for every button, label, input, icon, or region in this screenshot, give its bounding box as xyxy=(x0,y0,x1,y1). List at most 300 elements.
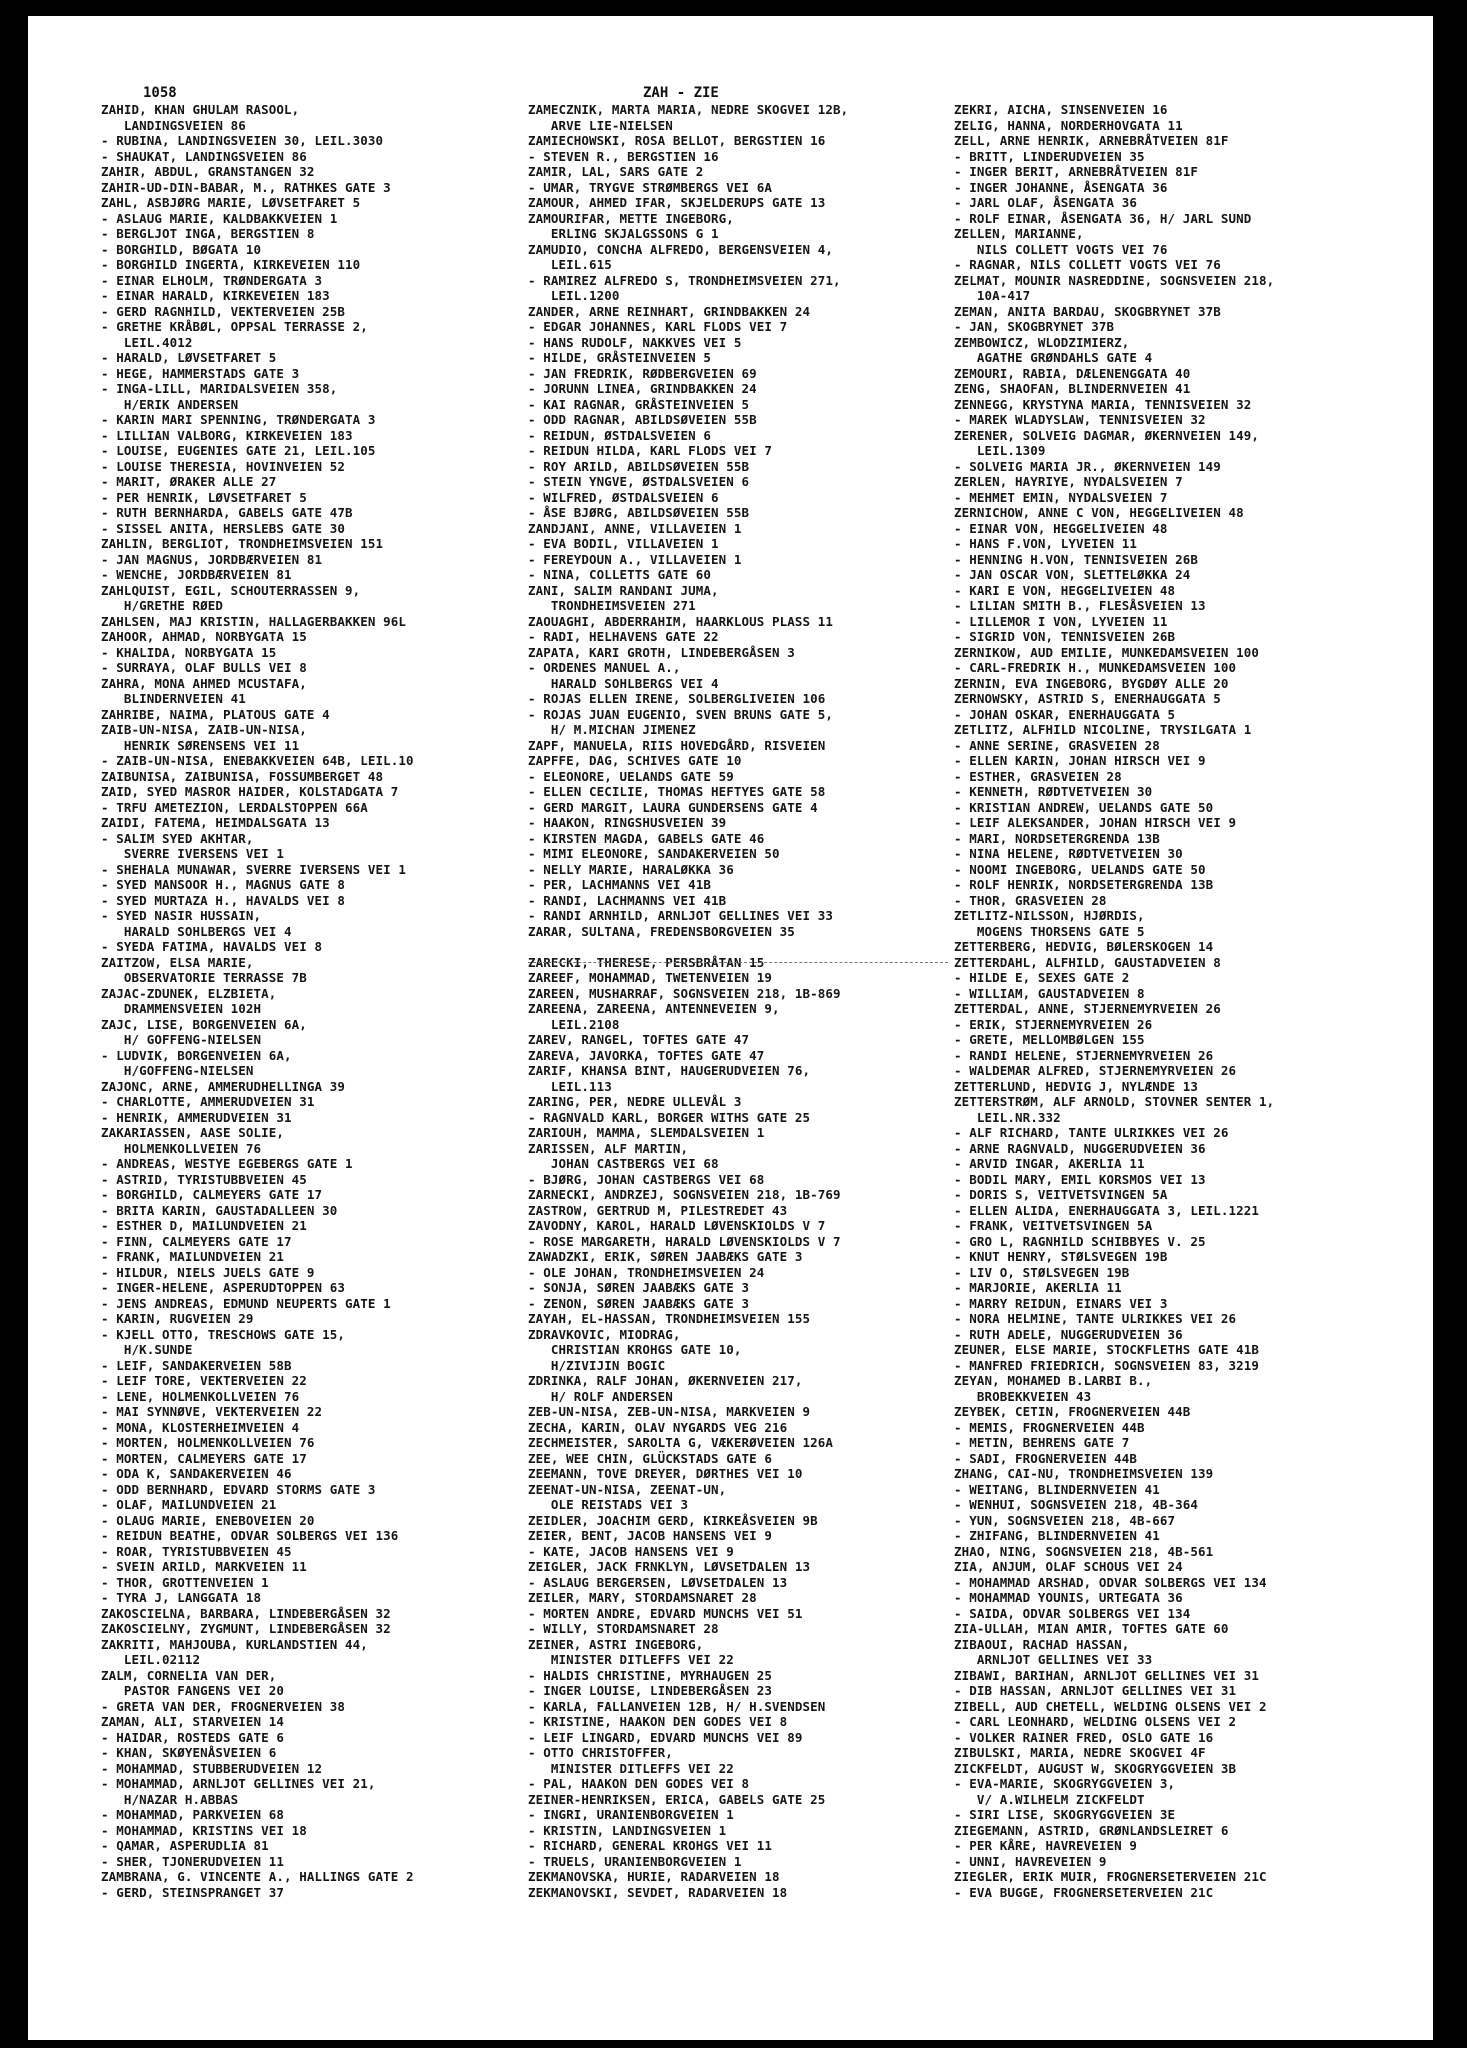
directory-entry-line: ZETTERDAHL, ALFHILD, GAUSTADVEIEN 8 xyxy=(954,954,1221,970)
directory-entry-line: - NELLY MARIE, HARALØKKA 36 xyxy=(528,861,734,877)
directory-entry-line: ZEINER-HENRIKSEN, ERICA, GABELS GATE 25 xyxy=(528,1791,826,1807)
directory-entry-line: - KARLA, FALLANVEIEN 12B, H/ H.SVENDSEN xyxy=(528,1698,826,1714)
directory-entry-line: - LUDVIK, BORGENVEIEN 6A, xyxy=(101,1047,292,1063)
directory-entry-line: ZAREV, RANGEL, TOFTES GATE 47 xyxy=(528,1032,750,1047)
directory-entry-line: ZAIDI, FATEMA, HEIMDALSGATA 13 xyxy=(101,815,330,830)
directory-entry-line: - MOHAMMAD, KRISTINS VEI 18 xyxy=(101,1822,307,1838)
directory-entry-line: - KRISTIN, LANDINGSVEIEN 1 xyxy=(528,1822,727,1838)
directory-entry-line: H/NAZAR H.ABBAS xyxy=(101,1791,239,1807)
directory-entry-line: MOGENS THORSENS GATE 5 xyxy=(954,923,1145,939)
directory-entry-line: ZEIGLER, JACK FRNKLYN, LØVSETDALEN 13 xyxy=(528,1559,811,1574)
directory-entry-line: ZERNOWSKY, ASTRID S, ENERHAUGGATA 5 xyxy=(954,691,1221,706)
directory-entry-line: - ODD RAGNAR, ABILDSØVEIEN 55B xyxy=(528,412,757,427)
directory-entry-line: - EINAR ELHOLM, TRØNDERGATA 3 xyxy=(101,272,323,288)
directory-entry-line: ZDRINKA, RALF JOHAN, ØKERNVEIEN 217, xyxy=(528,1373,803,1388)
directory-entry-line: - LOUISE THERESIA, HOVINVEIEN 52 xyxy=(101,458,346,474)
directory-entry-line: - GRETHE KRÅBØL, OPPSAL TERRASSE 2, xyxy=(101,319,368,334)
directory-entry-line: V/ A.WILHELM ZICKFELDT xyxy=(954,1791,1145,1807)
directory-entry-line: - BORGHILD, BØGATA 10 xyxy=(101,241,262,257)
directory-entry-line: - CARL-FREDRIK H., MUNKEDAMSVEIEN 100 xyxy=(954,660,1237,675)
directory-entry-line: - WENCHE, JORDBÆRVEIEN 81 xyxy=(101,567,292,582)
directory-entry-line: ZAHRA, MONA AHMED MCUSTAFA, xyxy=(101,675,307,691)
directory-entry-line: - SALIM SYED AKHTAR, xyxy=(101,830,254,846)
directory-entry-line: - REIDUN, ØSTDALSVEIEN 6 xyxy=(528,427,712,443)
directory-entry-line: - MORTEN, CALMEYERS GATE 17 xyxy=(101,1450,307,1466)
directory-entry-line: - GERD RAGNHILD, VEKTERVEIEN 25B xyxy=(101,303,346,319)
directory-entry-line: - FEREYDOUN A., VILLAVEIEN 1 xyxy=(528,551,742,567)
directory-entry-line: LEIL.1200 xyxy=(528,288,620,303)
directory-entry-line: ZAJONC, ARNE, AMMERUDHELLINGA 39 xyxy=(101,1078,346,1094)
directory-entry-line: - MARIT, ØRAKER ALLE 27 xyxy=(101,474,277,489)
directory-entry-line: ZELLEN, MARIANNE, xyxy=(954,226,1084,241)
directory-entry-line: - HEGE, HAMMERSTADS GATE 3 xyxy=(101,365,300,381)
directory-entry-line: ZEKMANOVSKA, HURIE, RADARVEIEN 18 xyxy=(528,1869,780,1884)
directory-entry-line: BROBEKKVEIEN 43 xyxy=(954,1388,1092,1404)
directory-column-1 xyxy=(101,102,521,1900)
directory-entry-line: ZELMAT, MOUNIR NASREDDINE, SOGNSVEIEN 218, xyxy=(954,272,1275,288)
directory-entry-line: - ESTHER, GRASVEIEN 28 xyxy=(954,768,1122,784)
directory-entry-line: ZARING, PER, NEDRE ULLEVÅL 3 xyxy=(528,1094,742,1109)
page-title: ZAH - ZIE xyxy=(643,85,719,101)
directory-entry-line: - ALF RICHARD, TANTE ULRIKKES VEI 26 xyxy=(954,1125,1229,1140)
directory-entry-line: ZEILER, MARY, STORDAMSNARET 28 xyxy=(528,1590,757,1605)
directory-entry-line: ZENNEGG, KRYSTYNA MARIA, TENNISVEIEN 32 xyxy=(954,396,1252,412)
directory-entry-line: ZAITZOW, ELSA MARIE, xyxy=(101,954,254,970)
directory-entry-line: ZELL, ARNE HENRIK, ARNEBRÅTVEIEN 81F xyxy=(954,133,1229,148)
directory-entry-line: - ELEONORE, UELANDS GATE 59 xyxy=(528,768,734,784)
directory-entry-line: - LILLIAN VALBORG, KIRKEVEIEN 183 xyxy=(101,427,353,443)
directory-entry-line: - ELLEN ALIDA, ENERHAUGGATA 3, LEIL.1221 xyxy=(954,1202,1260,1218)
directory-entry-line: - ZENON, SØREN JAABÆKS GATE 3 xyxy=(528,1295,750,1311)
directory-entry-line: - WEITANG, BLINDERNVEIEN 41 xyxy=(954,1481,1160,1497)
directory-entry-line: ZAHL, ASBJØRG MARIE, LØVSETFARET 5 xyxy=(101,195,361,210)
directory-entry-line: H/ ROLF ANDERSEN xyxy=(528,1388,673,1404)
directory-entry-line: - YUN, SOGNSVEIEN 218, 4B-667 xyxy=(954,1512,1176,1528)
directory-entry-line: ARVE LIE-NIELSEN xyxy=(528,117,673,133)
directory-entry-line: - FRANK, MAILUNDVEIEN 21 xyxy=(101,1249,285,1264)
directory-entry-line: - HAIDAR, ROSTEDS GATE 6 xyxy=(101,1729,285,1745)
directory-entry-line: - ROY ARILD, ABILDSØVEIEN 55B xyxy=(528,458,750,474)
directory-entry-line: - EINAR HARALD, KIRKEVEIEN 183 xyxy=(101,288,330,303)
directory-entry-line: - ROAR, TYRISTUBBVEIEN 45 xyxy=(101,1543,292,1559)
directory-entry-line: - RANDI, LACHMANNS VEI 41B xyxy=(528,892,727,908)
directory-entry-line: - BERGLJOT INGA, BERGSTIEN 8 xyxy=(101,226,315,241)
directory-entry-line: BLINDERNVEIEN 41 xyxy=(101,691,246,706)
directory-entry-line: ZAIBUNISA, ZAIBUNISA, FOSSUMBERGET 48 xyxy=(101,768,384,784)
directory-entry-line: - SIGRID VON, TENNISVEIEN 26B xyxy=(954,629,1176,644)
directory-entry-line: ZETTERBERG, HEDVIG, BØLERSKOGEN 14 xyxy=(954,939,1214,954)
directory-entry-line: - SADI, FROGNERVEIEN 44B xyxy=(954,1450,1138,1466)
directory-entry-line: - NOOMI INGEBORG, UELANDS GATE 50 xyxy=(954,861,1206,877)
directory-entry-line: ZAHLQUIST, EGIL, SCHOUTERRASSEN 9, xyxy=(101,582,361,598)
directory-entry-line: ZETTERDAL, ANNE, STJERNEMYRVEIEN 26 xyxy=(954,1001,1221,1016)
directory-entry-line: - WILFRED, ØSTDALSVEIEN 6 xyxy=(528,489,719,505)
directory-entry-line: - ARNE RAGNVALD, NUGGERUDVEIEN 36 xyxy=(954,1140,1206,1156)
directory-entry-line: - SHAUKAT, LANDINGSVEIEN 86 xyxy=(101,148,307,164)
directory-entry-line: SVERRE IVERSENS VEI 1 xyxy=(101,846,285,861)
directory-entry-line: ZEYBEK, CETIN, FROGNERVEIEN 44B xyxy=(954,1404,1191,1419)
directory-entry-line: ZEINER, ASTRI INGEBORG, xyxy=(528,1636,704,1652)
directory-entry-line: H/K.SUNDE xyxy=(101,1342,193,1357)
directory-entry-line: - SVEIN ARILD, MARKVEIEN 11 xyxy=(101,1559,307,1574)
directory-entry-line: ZAMBRANA, G. VINCENTE A., HALLINGS GATE 2 xyxy=(101,1869,414,1884)
directory-entry-line: AGATHE GRØNDAHLS GATE 4 xyxy=(954,350,1153,365)
directory-entry-line: - ANDREAS, WESTYE EGEBERGS GATE 1 xyxy=(101,1156,353,1171)
directory-entry-line: - SAIDA, ODVAR SOLBERGS VEI 134 xyxy=(954,1605,1191,1621)
directory-entry-line: - KARI E VON, HEGGELIVEIEN 48 xyxy=(954,582,1176,598)
directory-entry-line: ZEKRI, AICHA, SINSENVEIEN 16 xyxy=(954,102,1168,117)
directory-entry-line: - UNNI, HAVREVEIEN 9 xyxy=(954,1853,1107,1869)
directory-entry-line: ZAHRIBE, NAIMA, PLATOUS GATE 4 xyxy=(101,706,330,722)
directory-entry-line: - METIN, BEHRENS GATE 7 xyxy=(954,1435,1130,1450)
directory-entry-line: - ASTRID, TYRISTUBBVEIEN 45 xyxy=(101,1171,307,1187)
directory-entry-line: ZAWADZKI, ERIK, SØREN JAABÆKS GATE 3 xyxy=(528,1249,803,1264)
directory-entry-line: 10A-417 xyxy=(954,288,1031,303)
directory-entry-line: H/GOFFENG-NIELSEN xyxy=(101,1063,254,1078)
directory-entry-line: - MARRY REIDUN, EINARS VEI 3 xyxy=(954,1295,1168,1311)
directory-entry-line: PASTOR FANGENS VEI 20 xyxy=(101,1683,285,1698)
directory-entry-line: ZAMECZNIK, MARTA MARIA, NEDRE SKOGVEI 12B, xyxy=(528,102,849,117)
directory-entry-line: - OLAUG MARIE, ENEBOVEIEN 20 xyxy=(101,1512,315,1528)
directory-entry-line: - HARALD, LØVSETFARET 5 xyxy=(101,350,277,365)
directory-entry-line: - SONJA, SØREN JAABÆKS GATE 3 xyxy=(528,1280,750,1295)
directory-entry-line: ZAVODNY, KAROL, HARALD LØVENSKIOLDS V 7 xyxy=(528,1218,826,1233)
directory-entry-line: - HILDE, GRÅSTEINVEIEN 5 xyxy=(528,350,712,365)
directory-entry-line: - MEHMET EMIN, NYDALSVEIEN 7 xyxy=(954,489,1168,505)
page-number: 1058 xyxy=(143,85,177,101)
directory-entry-line: ZAPFFE, DAG, SCHIVES GATE 10 xyxy=(528,753,742,768)
directory-entry-line: - MIMI ELEONORE, SANDAKERVEIEN 50 xyxy=(528,846,780,861)
directory-entry-line: ZAKOSCIELNA, BARBARA, LINDEBERGÅSEN 32 xyxy=(101,1605,391,1621)
directory-entry-line: - GRETA VAN DER, FROGNERVEIEN 38 xyxy=(101,1698,346,1714)
directory-entry-line: - REIDUN HILDA, KARL FLODS VEI 7 xyxy=(528,443,773,458)
directory-entry-line: - ELLEN KARIN, JOHAN HIRSCH VEI 9 xyxy=(954,753,1206,768)
directory-entry-line: ZARIOUH, MAMMA, SLEMDALSVEIEN 1 xyxy=(528,1125,765,1140)
directory-entry-line: - SOLVEIG MARIA JR., ØKERNVEIEN 149 xyxy=(954,458,1221,474)
directory-entry-line: ZAJAC-ZDUNEK, ELZBIETA, xyxy=(101,985,277,1001)
directory-entry-line: - ROJAS JUAN EUGENIO, SVEN BRUNS GATE 5, xyxy=(528,706,834,722)
directory-entry-line: ZETTERLUND, HEDVIG J, NYLÆNDE 13 xyxy=(954,1078,1199,1094)
directory-entry-line: - ROLF HENRIK, NORDSETERGRENDA 13B xyxy=(954,877,1214,892)
directory-entry-line: ERLING SKJALGSSONS G 1 xyxy=(528,226,719,241)
directory-entry-line: - RAGNVALD KARL, BORGER WITHS GATE 25 xyxy=(528,1109,811,1125)
directory-entry-line: - GRETE, MELLOMBØLGEN 155 xyxy=(954,1032,1145,1047)
directory-entry-line: - DIB HASSAN, ARNLJOT GELLINES VEI 31 xyxy=(954,1683,1237,1698)
directory-entry-line: - UMAR, TRYGVE STRØMBERGS VEI 6A xyxy=(528,179,773,195)
directory-entry-line: ZAMAN, ALI, STARVEIEN 14 xyxy=(101,1714,285,1729)
directory-entry-line: ZARECKI, THERESE, PERSBRÅTAN 15 xyxy=(528,954,765,970)
directory-entry-line: ZAREEF, MOHAMMAD, TWETENVEIEN 19 xyxy=(528,970,773,985)
directory-entry-line: ZIBAWI, BARIHAN, ARNLJOT GELLINES VEI 31 xyxy=(954,1667,1260,1683)
directory-entry-line: - JORUNN LINEA, GRINDBAKKEN 24 xyxy=(528,381,757,396)
directory-entry-line: - KIRSTEN MAGDA, GABELS GATE 46 xyxy=(528,830,765,846)
directory-entry-line: ZERNICHOW, ANNE C VON, HEGGELIVEIEN 48 xyxy=(954,505,1244,520)
directory-entry-line: - INGER LOUISE, LINDEBERGÅSEN 23 xyxy=(528,1683,773,1698)
directory-entry-line: - PER KÅRE, HAVREVEIEN 9 xyxy=(954,1838,1138,1853)
directory-entry-line: - HAAKON, RINGSHUSVEIEN 39 xyxy=(528,815,727,830)
directory-entry-line: - MARI, NORDSETERGRENDA 13B xyxy=(954,830,1160,846)
directory-entry-line: - MOHAMMAD YOUNIS, URTEGATA 36 xyxy=(954,1590,1183,1605)
directory-entry-line: ZEE, WEE CHIN, GLÜCKSTADS GATE 6 xyxy=(528,1450,773,1466)
directory-entry-line: - INGER-HELENE, ASPERUDTOPPEN 63 xyxy=(101,1280,346,1295)
directory-entry-line: - BRITT, LINDERUDVEIEN 35 xyxy=(954,148,1145,164)
directory-entry-line: - ELLEN CECILIE, THOMAS HEFTYES GATE 58 xyxy=(528,784,826,799)
directory-entry-line: - ROLF EINAR, ÅSENGATA 36, H/ JARL SUND xyxy=(954,210,1252,226)
directory-entry-line: - OTTO CHRISTOFFER, xyxy=(528,1745,673,1760)
directory-entry-line: NILS COLLETT VOGTS VEI 76 xyxy=(954,241,1168,257)
directory-entry-line: ZENG, SHAOFAN, BLINDERNVEIEN 41 xyxy=(954,381,1191,396)
directory-entry-line: - KRISTINE, HAAKON DEN GODES VEI 8 xyxy=(528,1714,788,1729)
directory-entry-line: - ESTHER D, MAILUNDVEIEN 21 xyxy=(101,1218,307,1233)
directory-entry-line: - ARVID INGAR, AKERLIA 11 xyxy=(954,1156,1145,1171)
directory-entry-line: - BODIL MARY, EMIL KORSMOS VEI 13 xyxy=(954,1171,1206,1187)
directory-entry-line: - SYEDA FATIMA, HAVALDS VEI 8 xyxy=(101,939,323,954)
directory-entry-line: - WILLY, STORDAMSNARET 28 xyxy=(528,1621,719,1636)
directory-entry-line: - INGER JOHANNE, ÅSENGATA 36 xyxy=(954,179,1168,195)
directory-entry-line: - ZAIB-UN-NISA, ENEBAKKVEIEN 64B, LEIL.10 xyxy=(101,753,414,768)
directory-entry-line: - HANS RUDOLF, NAKKVES VEI 5 xyxy=(528,334,742,350)
directory-entry-line: H/ GOFFENG-NIELSEN xyxy=(101,1032,262,1047)
directory-entry-line: ZAMUDIO, CONCHA ALFREDO, BERGENSVEIEN 4, xyxy=(528,241,834,257)
directory-entry-line: H/ZIVIJIN BOGIC xyxy=(528,1357,666,1373)
directory-entry-line: - MORTEN ANDRE, EDVARD MUNCHS VEI 51 xyxy=(528,1605,803,1621)
directory-entry-line: LEIL.4012 xyxy=(101,334,193,350)
directory-entry-line: - KARIN MARI SPENNING, TRØNDERGATA 3 xyxy=(101,412,376,427)
directory-entry-line: - TYRA J, LANGGATA 18 xyxy=(101,1590,262,1605)
directory-entry-line: ZIA, ANJUM, OLAF SCHOUS VEI 24 xyxy=(954,1559,1183,1574)
directory-entry-line: - EVA-MARIE, SKOGRYGGVEIEN 3, xyxy=(954,1776,1176,1791)
directory-entry-line: - SYED NASIR HUSSAIN, xyxy=(101,908,262,923)
directory-entry-line: - JARL OLAF, ÅSENGATA 36 xyxy=(954,195,1138,210)
directory-entry-line: - BORGHILD, CALMEYERS GATE 17 xyxy=(101,1187,323,1202)
directory-entry-line: - KJELL OTTO, TRESCHOWS GATE 15, xyxy=(101,1326,346,1342)
directory-entry-line: - NINA HELENE, RØDTVETVEIEN 30 xyxy=(954,846,1183,861)
directory-entry-line: - RANDI HELENE, STJERNEMYRVEIEN 26 xyxy=(954,1047,1214,1063)
directory-entry-line: - WENHUI, SOGNSVEIEN 218, 4B-364 xyxy=(954,1497,1199,1512)
directory-entry-line: - HANS F.VON, LYVEIEN 11 xyxy=(954,536,1138,551)
directory-entry-line: ZAMOUR, AHMED IFAR, SKJELDERUPS GATE 13 xyxy=(528,195,826,210)
directory-entry-line: H/ERIK ANDERSEN xyxy=(101,396,239,412)
directory-entry-line: HARALD SOHLBERGS VEI 4 xyxy=(101,923,292,939)
directory-entry-line: ZANDER, ARNE REINHART, GRINDBAKKEN 24 xyxy=(528,303,811,319)
directory-entry-line: OBSERVATORIE TERRASSE 7B xyxy=(101,970,307,985)
directory-entry-line: - FINN, CALMEYERS GATE 17 xyxy=(101,1233,292,1249)
directory-entry-line: LEIL.615 xyxy=(528,257,612,272)
directory-entry-line: - SHEHALA MUNAWAR, SVERRE IVERSENS VEI 1 xyxy=(101,861,407,877)
directory-entry-line: - RUBINA, LANDINGSVEIEN 30, LEIL.3030 xyxy=(101,133,384,148)
directory-entry-line: ZAIB-UN-NISA, ZAIB-UN-NISA, xyxy=(101,722,307,737)
directory-entry-line: - BORGHILD INGERTA, KIRKEVEIEN 110 xyxy=(101,257,361,272)
directory-entry-line: - INGER BERIT, ARNEBRÅTVEIEN 81F xyxy=(954,164,1199,179)
directory-entry-line: - LEIF LINGARD, EDVARD MUNCHS VEI 89 xyxy=(528,1729,803,1745)
directory-entry-line: - RANDI ARNHILD, ARNLJOT GELLINES VEI 33 xyxy=(528,908,834,923)
directory-entry-line: - ÅSE BJØRG, ABILDSØVEIEN 55B xyxy=(528,505,750,520)
directory-entry-line: - LEIF ALEKSANDER, JOHAN HIRSCH VEI 9 xyxy=(954,815,1237,830)
directory-entry-line: - LIV O, STØLSVEGEN 19B xyxy=(954,1264,1130,1280)
directory-entry-line: ZETLITZ, ALFHILD NICOLINE, TRYSILGATA 1 xyxy=(954,722,1252,737)
directory-entry-line: HARALD SOHLBERGS VEI 4 xyxy=(528,675,719,691)
directory-entry-line: - NINA, COLLETTS GATE 60 xyxy=(528,567,712,582)
directory-entry-line: LEIL.113 xyxy=(528,1078,612,1094)
directory-entry-line: ZAKOSCIELNY, ZYGMUNT, LINDEBERGÅSEN 32 xyxy=(101,1621,391,1636)
directory-entry-line: ZEIDLER, JOACHIM GERD, KIRKEÅSVEIEN 9B xyxy=(528,1512,818,1528)
directory-entry-line: - RUTH BERNHARDA, GABELS GATE 47B xyxy=(101,505,353,520)
directory-entry-line: DRAMMENSVEIEN 102H xyxy=(101,1001,262,1016)
directory-entry-line: - FRANK, VEITVETSVINGEN 5A xyxy=(954,1218,1153,1233)
directory-entry-line: LEIL.02112 xyxy=(101,1652,201,1667)
directory-entry-line: - EVA BUGGE, FROGNERSETERVEIEN 21C xyxy=(954,1884,1214,1900)
directory-entry-line: LANDINGSVEIEN 86 xyxy=(101,117,246,133)
directory-entry-line: - LILIAN SMITH B., FLESÅSVEIEN 13 xyxy=(954,598,1206,613)
directory-entry-line: - ROJAS ELLEN IRENE, SOLBERGLIVEIEN 106 xyxy=(528,691,826,706)
directory-entry-line: - OLE JOHAN, TRONDHEIMSVEIEN 24 xyxy=(528,1264,765,1280)
directory-entry-line: - JOHAN OSKAR, ENERHAUGGATA 5 xyxy=(954,706,1176,722)
directory-entry-line: ARNLJOT GELLINES VEI 33 xyxy=(954,1652,1153,1667)
directory-entry-line: - KAI RAGNAR, GRÅSTEINVEIEN 5 xyxy=(528,396,750,412)
directory-entry-line: - WILLIAM, GAUSTADVEIEN 8 xyxy=(954,985,1145,1001)
directory-entry-line: ZIBULSKI, MARIA, NEDRE SKOGVEI 4F xyxy=(954,1745,1206,1760)
directory-entry-line: ZAPF, MANUELA, RIIS HOVEDGÅRD, RISVEIEN xyxy=(528,737,826,753)
directory-entry-line: - CHARLOTTE, AMMERUDVEIEN 31 xyxy=(101,1094,315,1109)
directory-entry-line: - SYED MURTAZA H., HAVALDS VEI 8 xyxy=(101,892,346,908)
directory-entry-line: ZERENER, SOLVEIG DAGMAR, ØKERNVEIEN 149, xyxy=(954,427,1260,443)
directory-entry-line: - THOR, GROTTENVEIEN 1 xyxy=(101,1574,269,1590)
directory-entry-line: ZETTERSTRØM, ALF ARNOLD, STOVNER SENTER 1, xyxy=(954,1094,1275,1109)
directory-entry-line: - HILDUR, NIELS JUELS GATE 9 xyxy=(101,1264,315,1280)
directory-entry-line: - MANFRED FRIEDRICH, SOGNSVEIEN 83, 3219 xyxy=(954,1357,1260,1373)
directory-entry-line: ZAMOURIFAR, METTE INGEBORG, xyxy=(528,210,734,226)
directory-entry-line: ZECHA, KARIN, OLAV NYGARDS VEG 216 xyxy=(528,1419,788,1435)
directory-entry-line: ZAHLIN, BERGLIOT, TRONDHEIMSVEIEN 151 xyxy=(101,536,384,551)
directory-entry-line: ZAHOOR, AHMAD, NORBYGATA 15 xyxy=(101,629,307,644)
directory-entry-line: - PAL, HAAKON DEN GODES VEI 8 xyxy=(528,1776,750,1791)
directory-entry-line: ZELIG, HANNA, NORDERHOVGATA 11 xyxy=(954,117,1183,133)
directory-entry-line: - ANNE SERINE, GRASVEIEN 28 xyxy=(954,737,1160,753)
directory-entry-line: - QAMAR, ASPERUDLIA 81 xyxy=(101,1838,269,1853)
directory-entry-line: ZAKRITI, MAHJOUBA, KURLANDSTIEN 44, xyxy=(101,1636,368,1652)
directory-entry-line: - MARJORIE, AKERLIA 11 xyxy=(954,1280,1122,1295)
directory-entry-line: JOHAN CASTBERGS VEI 68 xyxy=(528,1156,719,1171)
directory-entry-line: ZARIF, KHANSA BINT, HAUGERUDVEIEN 76, xyxy=(528,1063,811,1078)
directory-entry-line: ZAOUAGHI, ABDERRAHIM, HAARKLOUS PLASS 11 xyxy=(528,613,834,629)
directory-entry-line: ZICKFELDT, AUGUST W, SKOGRYGGVEIEN 3B xyxy=(954,1760,1237,1776)
directory-entry-line: - GERD, STEINSPRANGET 37 xyxy=(101,1884,285,1900)
directory-entry-line: - ASLAUG BERGERSEN, LØVSETDALEN 13 xyxy=(528,1574,788,1590)
directory-column-2 xyxy=(528,102,948,1900)
directory-entry-line: - HENRIK, AMMERUDVEIEN 31 xyxy=(101,1109,292,1125)
directory-entry-line: ZAMIR, LAL, SARS GATE 2 xyxy=(528,164,704,179)
directory-entry-line: - MOHAMMAD, STUBBERUDVEIEN 12 xyxy=(101,1760,323,1776)
directory-entry-line: - STEVEN R., BERGSTIEN 16 xyxy=(528,148,719,164)
directory-entry-line: - EDGAR JOHANNES, KARL FLODS VEI 7 xyxy=(528,319,788,334)
directory-entry-line: ZEKMANOVSKI, SEVDET, RADARVEIEN 18 xyxy=(528,1884,788,1900)
directory-entry-line: - SYED MANSOOR H., MAGNUS GATE 8 xyxy=(101,877,346,892)
directory-entry-line: - KRISTIAN ANDREW, UELANDS GATE 50 xyxy=(954,799,1214,815)
directory-entry-line xyxy=(528,939,948,955)
directory-entry-line: - HILDE E, SEXES GATE 2 xyxy=(954,970,1130,985)
directory-entry-line: - BJØRG, JOHAN CASTBERGS VEI 68 xyxy=(528,1171,765,1187)
directory-entry-line: - HALDIS CHRISTINE, MYRHAUGEN 25 xyxy=(528,1667,773,1683)
directory-entry-line: - ORDENES MANUEL A., xyxy=(528,660,681,675)
directory-entry-line: - JAN OSCAR VON, SLETTELØKKA 24 xyxy=(954,567,1191,582)
directory-entry-line: ZARAR, SULTANA, FREDENSBORGVEIEN 35 xyxy=(528,923,795,939)
directory-entry-line: ZIA-ULLAH, MIAN AMIR, TOFTES GATE 60 xyxy=(954,1621,1229,1636)
directory-entry-line: ZASTROW, GERTRUD M, PILESTREDET 43 xyxy=(528,1202,788,1218)
directory-entry-line: - JAN MAGNUS, JORDBÆRVEIEN 81 xyxy=(101,551,323,567)
directory-entry-line: - INGA-LILL, MARIDALSVEIEN 358, xyxy=(101,381,338,396)
directory-entry-line: - HENNING H.VON, TENNISVEIEN 26B xyxy=(954,551,1199,567)
directory-entry-line: ZAID, SYED MASROR HAIDER, KOLSTADGATA 7 xyxy=(101,784,399,799)
directory-entry-line: ZAHLSEN, MAJ KRISTIN, HALLAGERBAKKEN 96L xyxy=(101,613,407,629)
directory-entry-line: - RUTH ADELE, NUGGERUDVEIEN 36 xyxy=(954,1326,1183,1342)
directory-entry-line: ZEYAN, MOHAMED B.LARBI B., xyxy=(954,1373,1153,1388)
directory-entry-line: - VOLKER RAINER FRED, OSLO GATE 16 xyxy=(954,1729,1214,1745)
directory-entry-line: - WALDEMAR ALFRED, STJERNEMYRVEIEN 26 xyxy=(954,1063,1237,1078)
directory-entry-line: MINISTER DITLEFFS VEI 22 xyxy=(528,1760,734,1776)
directory-entry-line: ZIEGLER, ERIK MUIR, FROGNERSETERVEIEN 21C xyxy=(954,1869,1267,1884)
directory-entry-line: ZEUNER, ELSE MARIE, STOCKFLETHS GATE 41B xyxy=(954,1342,1260,1357)
directory-entry-line: OLE REISTADS VEI 3 xyxy=(528,1497,689,1512)
directory-entry-line: - JAN, SKOGBRYNET 37B xyxy=(954,319,1115,334)
directory-entry-line: ZALM, CORNELIA VAN DER, xyxy=(101,1667,277,1683)
directory-entry-line: - ZHIFANG, BLINDERNVEIEN 41 xyxy=(954,1528,1160,1543)
directory-entry-line: - MEMIS, FROGNERVEIEN 44B xyxy=(954,1419,1145,1435)
directory-entry-line: - DORIS S, VEITVETSVINGEN 5A xyxy=(954,1187,1168,1202)
directory-entry-line: H/GRETHE RØED xyxy=(101,598,224,613)
directory-entry-line: ZAREVA, JAVORKA, TOFTES GATE 47 xyxy=(528,1047,765,1063)
directory-entry-line: - MAI SYNNØVE, VEKTERVEIEN 22 xyxy=(101,1404,323,1419)
directory-entry-line: LEIL.NR.332 xyxy=(954,1109,1061,1125)
directory-entry-line: - EVA BODIL, VILLAVEIEN 1 xyxy=(528,536,719,551)
directory-column-3 xyxy=(954,102,1374,1900)
directory-entry-line: - INGRI, URANIENBORGVEIEN 1 xyxy=(528,1807,734,1822)
directory-entry-line: ZHANG, CAI-NU, TRONDHEIMSVEIEN 139 xyxy=(954,1466,1214,1481)
directory-entry-line: - ROSE MARGARETH, HARALD LØVENSKIOLDS V 7 xyxy=(528,1233,841,1249)
directory-entry-line: ZEIER, BENT, JACOB HANSENS VEI 9 xyxy=(528,1528,773,1543)
directory-entry-line: - THOR, GRASVEIEN 28 xyxy=(954,892,1107,908)
directory-entry-line: CHRISTIAN KROHGS GATE 10, xyxy=(528,1342,742,1357)
directory-entry-line: ZARNECKI, ANDRZEJ, SOGNSVEIEN 218, 1B-769 xyxy=(528,1187,841,1202)
directory-entry-line: - MONA, KLOSTERHEIMVEIEN 4 xyxy=(101,1419,300,1435)
directory-entry-line: ZERNIN, EVA INGEBORG, BYGDØY ALLE 20 xyxy=(954,675,1229,691)
directory-entry-line: - RADI, HELHAVENS GATE 22 xyxy=(528,629,719,644)
directory-entry-line: - KHALIDA, NORBYGATA 15 xyxy=(101,644,277,660)
directory-entry-line: - MAREK WLADYSLAW, TENNISVEIEN 32 xyxy=(954,412,1206,427)
directory-entry-line: TRONDHEIMSVEIEN 271 xyxy=(528,598,696,613)
directory-entry-line: - TRFU AMETEZION, LERDALSTOPPEN 66A xyxy=(101,799,368,815)
directory-entry-line: - TRUELS, URANIENBORGVEIEN 1 xyxy=(528,1853,742,1869)
directory-entry-line: ZEEMANN, TOVE DREYER, DØRTHES VEI 10 xyxy=(528,1466,803,1481)
directory-entry-line: - JENS ANDREAS, EDMUND NEUPERTS GATE 1 xyxy=(101,1295,391,1311)
directory-entry-line: HENRIK SØRENSENS VEI 11 xyxy=(101,737,300,753)
directory-entry-line: - SURRAYA, OLAF BULLS VEI 8 xyxy=(101,660,307,675)
directory-entry-line: ZEMBOWICZ, WLODZIMIERZ, xyxy=(954,334,1130,350)
directory-entry-line: ZEMOURI, RABIA, DÆLENENGGATA 40 xyxy=(954,365,1191,381)
directory-entry-line: - GRO L, RAGNHILD SCHIBBYES V. 25 xyxy=(954,1233,1206,1249)
directory-entry-line: HOLMENKOLLVEIEN 76 xyxy=(101,1140,262,1156)
directory-entry-line: ZEB-UN-NISA, ZEB-UN-NISA, MARKVEIEN 9 xyxy=(528,1404,811,1419)
directory-entry-line: ZANDJANI, ANNE, VILLAVEIEN 1 xyxy=(528,520,742,536)
directory-entry-line: - KHAN, SKØYENÅSVEIEN 6 xyxy=(101,1745,277,1760)
directory-entry-line: ZAPATA, KARI GROTH, LINDEBERGÅSEN 3 xyxy=(528,644,795,660)
directory-entry-line: - ERIK, STJERNEMYRVEIEN 26 xyxy=(954,1016,1153,1032)
directory-entry-line: - SHER, TJONERUDVEIEN 11 xyxy=(101,1853,285,1869)
directory-entry-line: ZECHMEISTER, SAROLTA G, VÆKERØVEIEN 126A xyxy=(528,1435,834,1450)
directory-entry-line: H/ M.MICHAN JIMENEZ xyxy=(528,722,696,737)
directory-entry-line: - PER, LACHMANNS VEI 41B xyxy=(528,877,712,892)
directory-entry-line: - KATE, JACOB HANSENS VEI 9 xyxy=(528,1543,734,1559)
directory-entry-line: LEIL.2108 xyxy=(528,1016,620,1032)
